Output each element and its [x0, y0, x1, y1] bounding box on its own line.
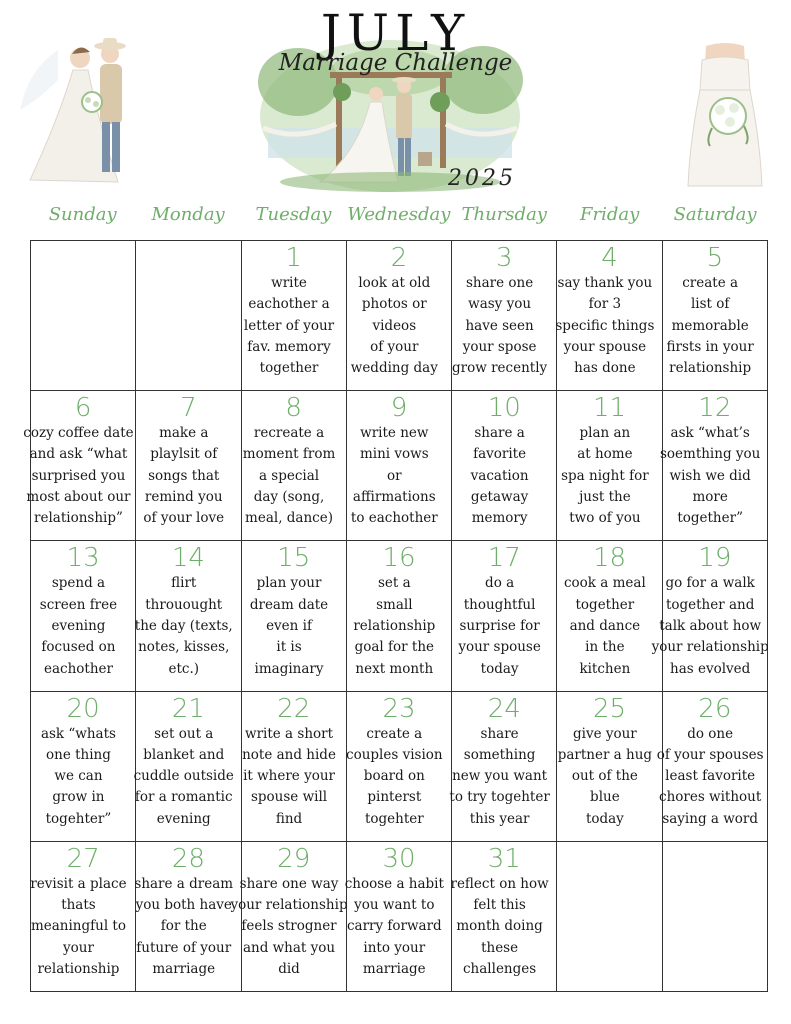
challenge-text: go for a walk together and talk about how your relationship has evolved	[651, 575, 769, 677]
calendar-cell	[136, 842, 241, 992]
calendar-cell-empty	[557, 842, 662, 992]
challenge-text: share one wasy you have seen your spose grow recently	[452, 275, 548, 377]
challenge-text: share a favorite vacation getaway memory	[470, 425, 529, 527]
day-number: 8	[285, 393, 302, 424]
day-number: 30	[382, 843, 416, 874]
challenge-text: do one of your spouses least favorite chores without saying a word	[656, 725, 764, 827]
calendar-cell	[557, 692, 662, 842]
weekday-monday: Monday	[151, 204, 225, 225]
calendar-cell	[136, 391, 241, 541]
day-number: 7	[180, 393, 197, 424]
weekday-friday: Friday	[580, 204, 640, 225]
day-number: 15	[277, 543, 311, 574]
challenge-text: create a list of memorable firsts in your relationship	[666, 275, 754, 377]
page-subtitle: Marriage Challenge	[278, 50, 513, 76]
weekday-wednesday: Wednesday	[347, 204, 451, 225]
day-number: 23	[382, 693, 416, 724]
challenge-text: plan an at home spa night for just the two of you	[561, 425, 649, 527]
day-number: 16	[382, 543, 416, 574]
day-number: 4	[601, 243, 618, 273]
calendar-cell	[452, 842, 557, 992]
weekday-thursday: Thursday	[461, 204, 547, 225]
challenge-text: spend a screen free evening focused on eachother	[39, 575, 118, 677]
day-number: 21	[171, 693, 205, 724]
day-number: 25	[593, 693, 627, 724]
challenge-text: ask “what’s soemthing you wish we did more together”	[659, 425, 761, 527]
challenge-text: give your partner a hug out of the blue today	[557, 725, 653, 827]
calendar-cell-empty	[136, 241, 241, 391]
challenge-text: reflect on how felt this month doing these challenges	[450, 875, 549, 977]
calendar-cell	[242, 391, 347, 541]
day-number: 2	[390, 243, 408, 273]
weekday-saturday: Saturday	[673, 204, 757, 225]
calendar-cell	[557, 541, 662, 691]
day-number: 28	[171, 843, 205, 874]
day-number: 12	[698, 393, 732, 424]
calendar-cell	[31, 541, 136, 691]
day-number: 14	[171, 543, 205, 574]
calendar-cell	[656, 692, 768, 842]
calendar-cell	[452, 391, 557, 541]
challenge-text: ask “whats one thing we can grow in togehter”	[40, 725, 116, 827]
weekday-header-row	[30, 204, 768, 236]
challenge-text: plan your dream date even if it is imaginary	[249, 575, 329, 677]
day-number: 22	[277, 693, 311, 724]
calendar-cell	[31, 842, 136, 992]
challenge-text: cook a meal together and dance in the kitchen	[563, 575, 646, 677]
challenge-text: share something new you want to try togehter this year	[449, 725, 550, 827]
day-number: 31	[487, 843, 521, 874]
day-number: 27	[66, 843, 100, 874]
day-number: 5	[706, 243, 724, 273]
calendar-cell	[663, 241, 768, 391]
calendar-cell	[136, 541, 241, 691]
weekday-sunday: Sunday	[48, 204, 117, 225]
day-number: 29	[277, 843, 311, 874]
challenge-text: revisit a place thats meaningful to your relationship	[30, 875, 127, 977]
day-number: 20	[66, 693, 100, 724]
day-number: 10	[487, 393, 521, 424]
calendar-cell	[651, 541, 769, 691]
page-title: JULY	[320, 4, 471, 62]
calendar-cell	[347, 541, 452, 691]
calendar-cell-empty	[31, 241, 136, 391]
challenge-text: say thank you for 3 specific things your spouse has done	[555, 275, 655, 377]
calendar-cell	[347, 391, 452, 541]
challenge-text: recreate a moment from a special day (song, meal, dance)	[242, 425, 336, 527]
calendar-cell	[347, 241, 452, 391]
day-number: 3	[496, 243, 513, 273]
day-number: 9	[390, 393, 408, 424]
day-number: 1	[285, 243, 302, 273]
calendar-cell-empty	[663, 842, 768, 992]
calendar-cell	[452, 241, 557, 391]
day-number: 19	[698, 543, 732, 574]
calendar-cell	[347, 692, 452, 842]
challenge-text: create a couples vision board on pinterst togehter	[346, 725, 443, 827]
challenge-text: share one way your relationship feels strogner and what you did	[230, 875, 348, 977]
challenge-text: write new mini vows or affirmations to eachother	[350, 425, 438, 527]
calendar-cell	[133, 692, 241, 842]
calendar-cell	[452, 541, 557, 691]
challenge-text: write eachother a letter of your fav. memory together	[243, 275, 335, 377]
year-label: 2025	[448, 166, 516, 191]
calendar-cell	[242, 692, 347, 842]
challenge-text: cozy coffee date and ask “what surprised you most about our relationship”	[23, 425, 134, 527]
challenge-text: look at old photos or videos of your wedding day	[350, 275, 438, 377]
calendar-cell	[242, 541, 347, 691]
challenge-text: set a small relationship goal for the next month	[353, 575, 436, 677]
calendar-grid	[23, 240, 769, 992]
day-number: 18	[593, 543, 627, 574]
challenge-text: flirt throuought the day (texts, notes, kisses, etc.)	[134, 575, 233, 677]
day-number: 11	[593, 393, 627, 424]
day-number: 24	[487, 693, 521, 724]
day-number: 26	[698, 693, 732, 724]
calendar-cell	[344, 842, 452, 992]
calendar-cell	[230, 842, 348, 992]
calendar-cell	[659, 391, 768, 541]
day-number: 17	[487, 543, 521, 574]
day-number: 13	[66, 543, 100, 574]
challenge-text: set out a blanket and cuddle outside for a romantic evening	[133, 725, 234, 827]
calendar-cell	[23, 391, 136, 541]
calendar-cell	[31, 692, 136, 842]
challenge-text: share a dream you both have for the future of your marriage	[134, 875, 234, 977]
calendar-cell	[449, 692, 557, 842]
weekday-tuesday: Tuesday	[255, 204, 332, 225]
challenge-text: write a short note and hide it where your spouse will find	[242, 725, 336, 827]
calendar-cell	[242, 241, 347, 391]
challenge-text: do a thoughtful surprise for your spouse today	[458, 575, 541, 677]
calendar-cell	[557, 391, 662, 541]
challenge-text: choose a habit you want to carry forward into your marriage	[344, 875, 444, 977]
calendar-cell	[557, 241, 662, 391]
day-number: 6	[74, 393, 92, 424]
challenge-text: make a playlsit of songs that remind you of your love	[143, 425, 225, 527]
